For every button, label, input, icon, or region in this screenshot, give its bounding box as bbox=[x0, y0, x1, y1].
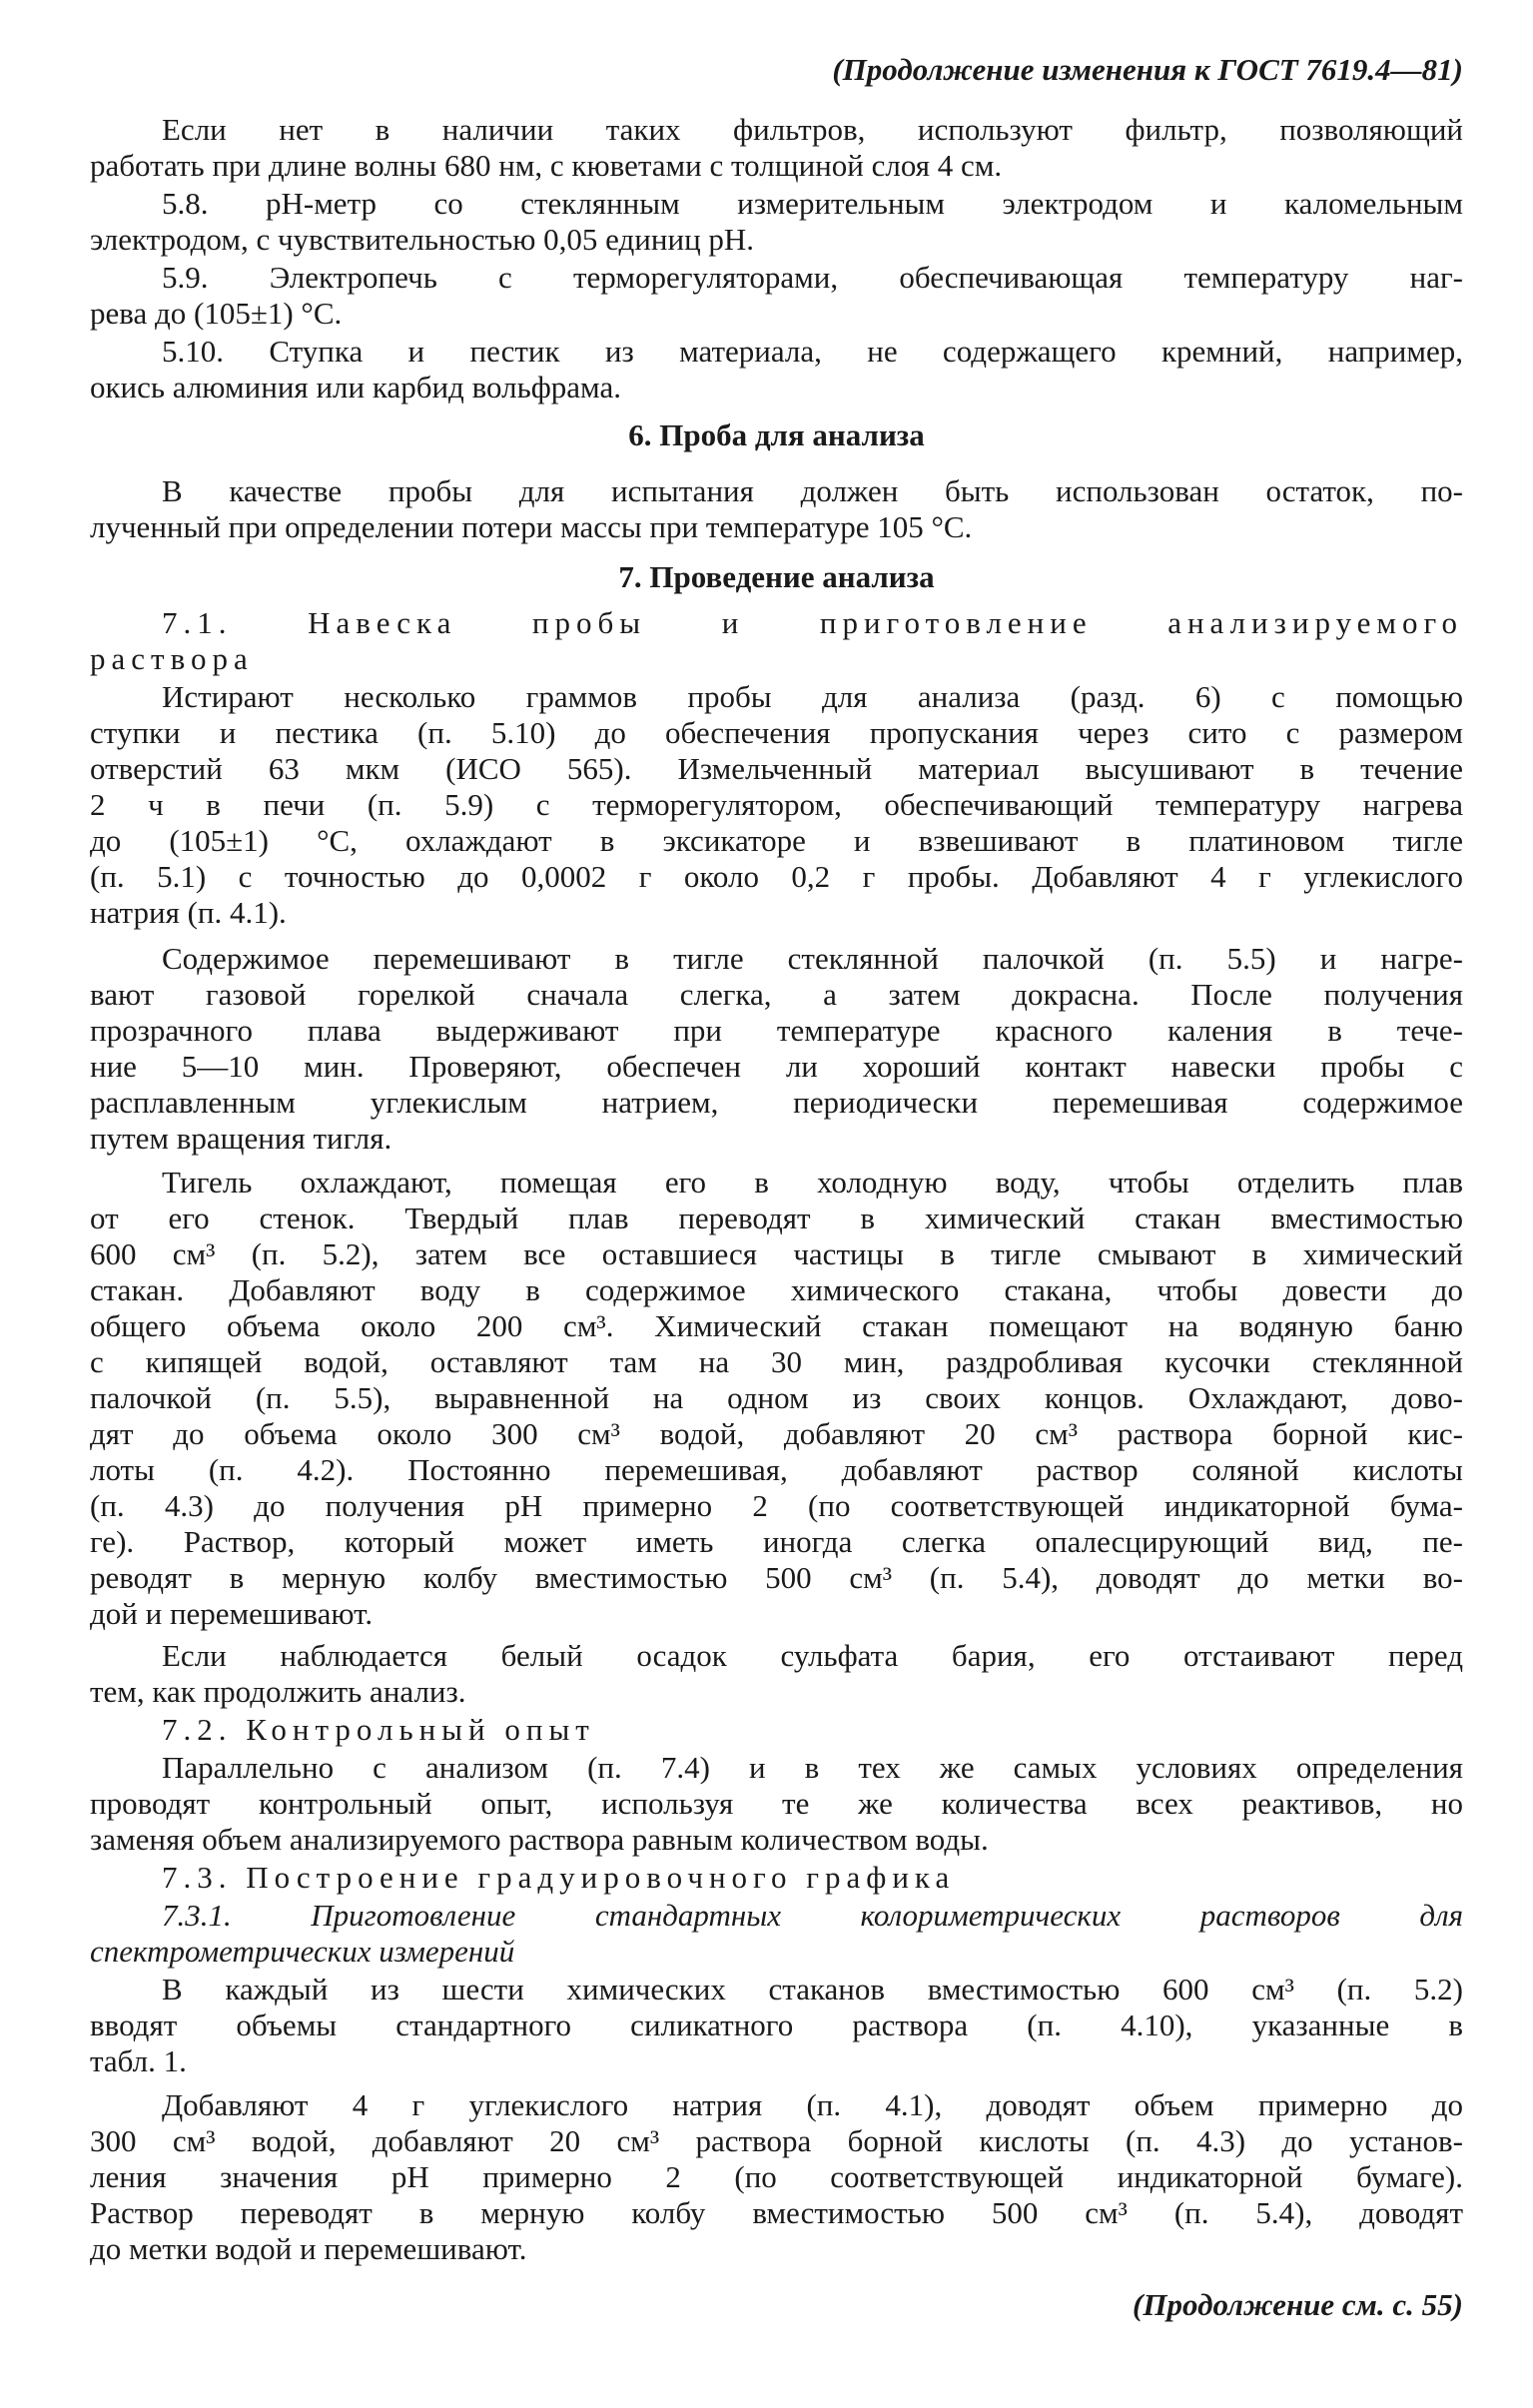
text-line: (п. 4.3) до получения рН примерно 2 (по соответствующей индикаторной бума- bbox=[90, 1488, 1463, 1523]
text-line: рева до (105±1) °С. bbox=[90, 296, 343, 331]
text-line: Тигель охлаждают, помещая его в холодную воду, чтобы отделить плав bbox=[162, 1165, 1463, 1200]
clause-5-9: 5.9. Электропечь с терморегуляторами, обеспечивающая температуру наг- bbox=[162, 260, 1463, 295]
text-line: Если наблюдается белый осадок сульфата бария, его отстаивают перед bbox=[162, 1638, 1463, 1673]
text-line: с кипящей водой, оставляют там на 30 мин, раздробливая кусочки стеклянной bbox=[90, 1344, 1463, 1379]
text-line: ления значения рН примерно 2 (по соответствующей индикаторной бумаге). bbox=[90, 2159, 1463, 2194]
text-line: В качестве пробы для испытания должен быть использован остаток, по- bbox=[162, 473, 1463, 508]
text-line: расплавленным углекислым натрием, периодически перемешивая содержимое bbox=[90, 1085, 1463, 1120]
text-line: Содержимое перемешивают в тигле стеклянной палочкой (п. 5.5) и нагре- bbox=[162, 941, 1463, 976]
text-line: отверстий 63 мкм (ИСО 565). Измельченный материал высушивают в течение bbox=[90, 751, 1463, 786]
text-line: ступки и пестика (п. 5.10) до обеспечения пропускания через сито с размером bbox=[90, 715, 1463, 750]
clause-5-8: 5.8. рН-метр со стеклянным измерительным электродом и каломельным bbox=[162, 186, 1463, 221]
text-line: путем вращения тигля. bbox=[90, 1121, 392, 1156]
text-line: общего объема около 200 см³. Химический стакан помещают на водяную баню bbox=[90, 1308, 1463, 1343]
text-line: вводят объемы стандартного силикатного раствора (п. 4.10), указанные в bbox=[90, 2007, 1463, 2042]
subsection-7-1-heading: 7.1. Навеска пробы и приготовление анализируемого bbox=[162, 605, 1463, 640]
text-line: ние 5—10 мин. Проверяют, обеспечен ли хороший контакт навески пробы с bbox=[90, 1049, 1463, 1084]
text-line: палочкой (п. 5.5), выравненной на одном из своих концов. Охлаждают, дово- bbox=[90, 1380, 1463, 1415]
text-line: реводят в мерную колбу вместимостью 500 см³ (п. 5.4), доводят до метки во- bbox=[90, 1560, 1463, 1595]
text-line: заменяя объем анализируемого раствора равным количеством воды. bbox=[90, 1822, 989, 1857]
text-line: до (105±1) °С, охлаждают в эксикаторе и взвешивают в платиновом тигле bbox=[90, 823, 1463, 858]
text-line: лоты (п. 4.2). Постоянно перемешивая, добавляют раствор соляной кислоты bbox=[90, 1452, 1463, 1487]
text-line: Если нет в наличии таких фильтров, используют фильтр, позволяющий bbox=[162, 112, 1463, 147]
text-line: (п. 5.1) с точностью до 0,0002 г около 0,2 г пробы. Добавляют 4 г углекислого bbox=[90, 859, 1463, 894]
subsection-7-3-1-heading-cont: спектрометрических измерений bbox=[90, 1934, 515, 1969]
text-line: натрия (п. 4.1). bbox=[90, 895, 287, 930]
text-line: Раствор переводят в мерную колбу вместимостью 500 см³ (п. 5.4), доводят bbox=[90, 2195, 1463, 2230]
text-line: Истирают несколько граммов пробы для анализа (разд. 6) с помощью bbox=[162, 679, 1463, 714]
section-7-heading: 7. Проведение анализа bbox=[618, 559, 935, 594]
text-line: Параллельно с анализом (п. 7.4) и в тех же самых условиях определения bbox=[162, 1750, 1463, 1785]
subsection-7-3-heading: 7.3. Построение градуировочного графика bbox=[162, 1860, 956, 1895]
subsection-7-2-heading: 7.2. Контрольный опыт bbox=[162, 1712, 595, 1747]
clause-5-10: 5.10. Ступка и пестик из материала, не содержащего кремний, например, bbox=[162, 334, 1463, 369]
text-line: 2 ч в печи (п. 5.9) с терморегулятором, обеспечивающий температуру нагрева bbox=[90, 787, 1463, 822]
text-line: от его стенок. Твердый плав переводят в химический стакан вместимостью bbox=[90, 1201, 1463, 1235]
text-line: ге). Раствор, который может иметь иногда слегка опалесцирующий вид, пе- bbox=[90, 1524, 1463, 1559]
text-line: окись алюминия или карбид вольфрама. bbox=[90, 370, 621, 404]
text-line: до метки водой и перемешивают. bbox=[90, 2231, 527, 2266]
text-line: проводят контрольный опыт, используя те же количества всех реактивов, но bbox=[90, 1786, 1463, 1821]
text-line: электродом, с чувствительностью 0,05 единиц рН. bbox=[90, 222, 755, 257]
section-6-heading: 6. Проба для анализа bbox=[628, 417, 925, 452]
text-line: прозрачного плава выдерживают при температуре красного каления в тече- bbox=[90, 1013, 1463, 1048]
running-title: (Продолжение изменения к ГОСТ 7619.4—81) bbox=[832, 52, 1463, 87]
text-line: 300 см³ водой, добавляют 20 см³ раствора борной кислоты (п. 4.3) до установ- bbox=[90, 2123, 1463, 2158]
text-line: стакан. Добавляют воду в содержимое химического стакана, чтобы довести до bbox=[90, 1272, 1463, 1307]
text-line: тем, как продолжить анализ. bbox=[90, 1674, 466, 1709]
subsection-7-1-heading-cont: раствора bbox=[90, 641, 254, 676]
text-line: дят до объема около 300 см³ водой, добавляют 20 см³ раствора борной кис- bbox=[90, 1416, 1463, 1451]
text-line: В каждый из шести химических стаканов вместимостью 600 см³ (п. 5.2) bbox=[162, 1972, 1463, 2007]
text-line: дой и перемешивают. bbox=[90, 1596, 374, 1631]
text-line: лученный при определении потери массы при температуре 105 °С. bbox=[90, 509, 973, 544]
text-line: табл. 1. bbox=[90, 2043, 187, 2078]
text-line: вают газовой горелкой сначала слегка, а затем докрасна. После получения bbox=[90, 977, 1463, 1012]
text-line: 600 см³ (п. 5.2), затем все оставшиеся частицы в тигле смывают в химический bbox=[90, 1236, 1463, 1271]
continuation-note: (Продолжение см. с. 55) bbox=[1133, 2287, 1463, 2322]
text-line: работать при длине волны 680 нм, с кюветами с толщиной слоя 4 см. bbox=[90, 148, 1003, 183]
text-line: Добавляют 4 г углекислого натрия (п. 4.1), доводят объем примерно до bbox=[162, 2087, 1463, 2122]
subsection-7-3-1-heading: 7.3.1. Приготовление стандартных колориметрических растворов для bbox=[162, 1898, 1463, 1933]
